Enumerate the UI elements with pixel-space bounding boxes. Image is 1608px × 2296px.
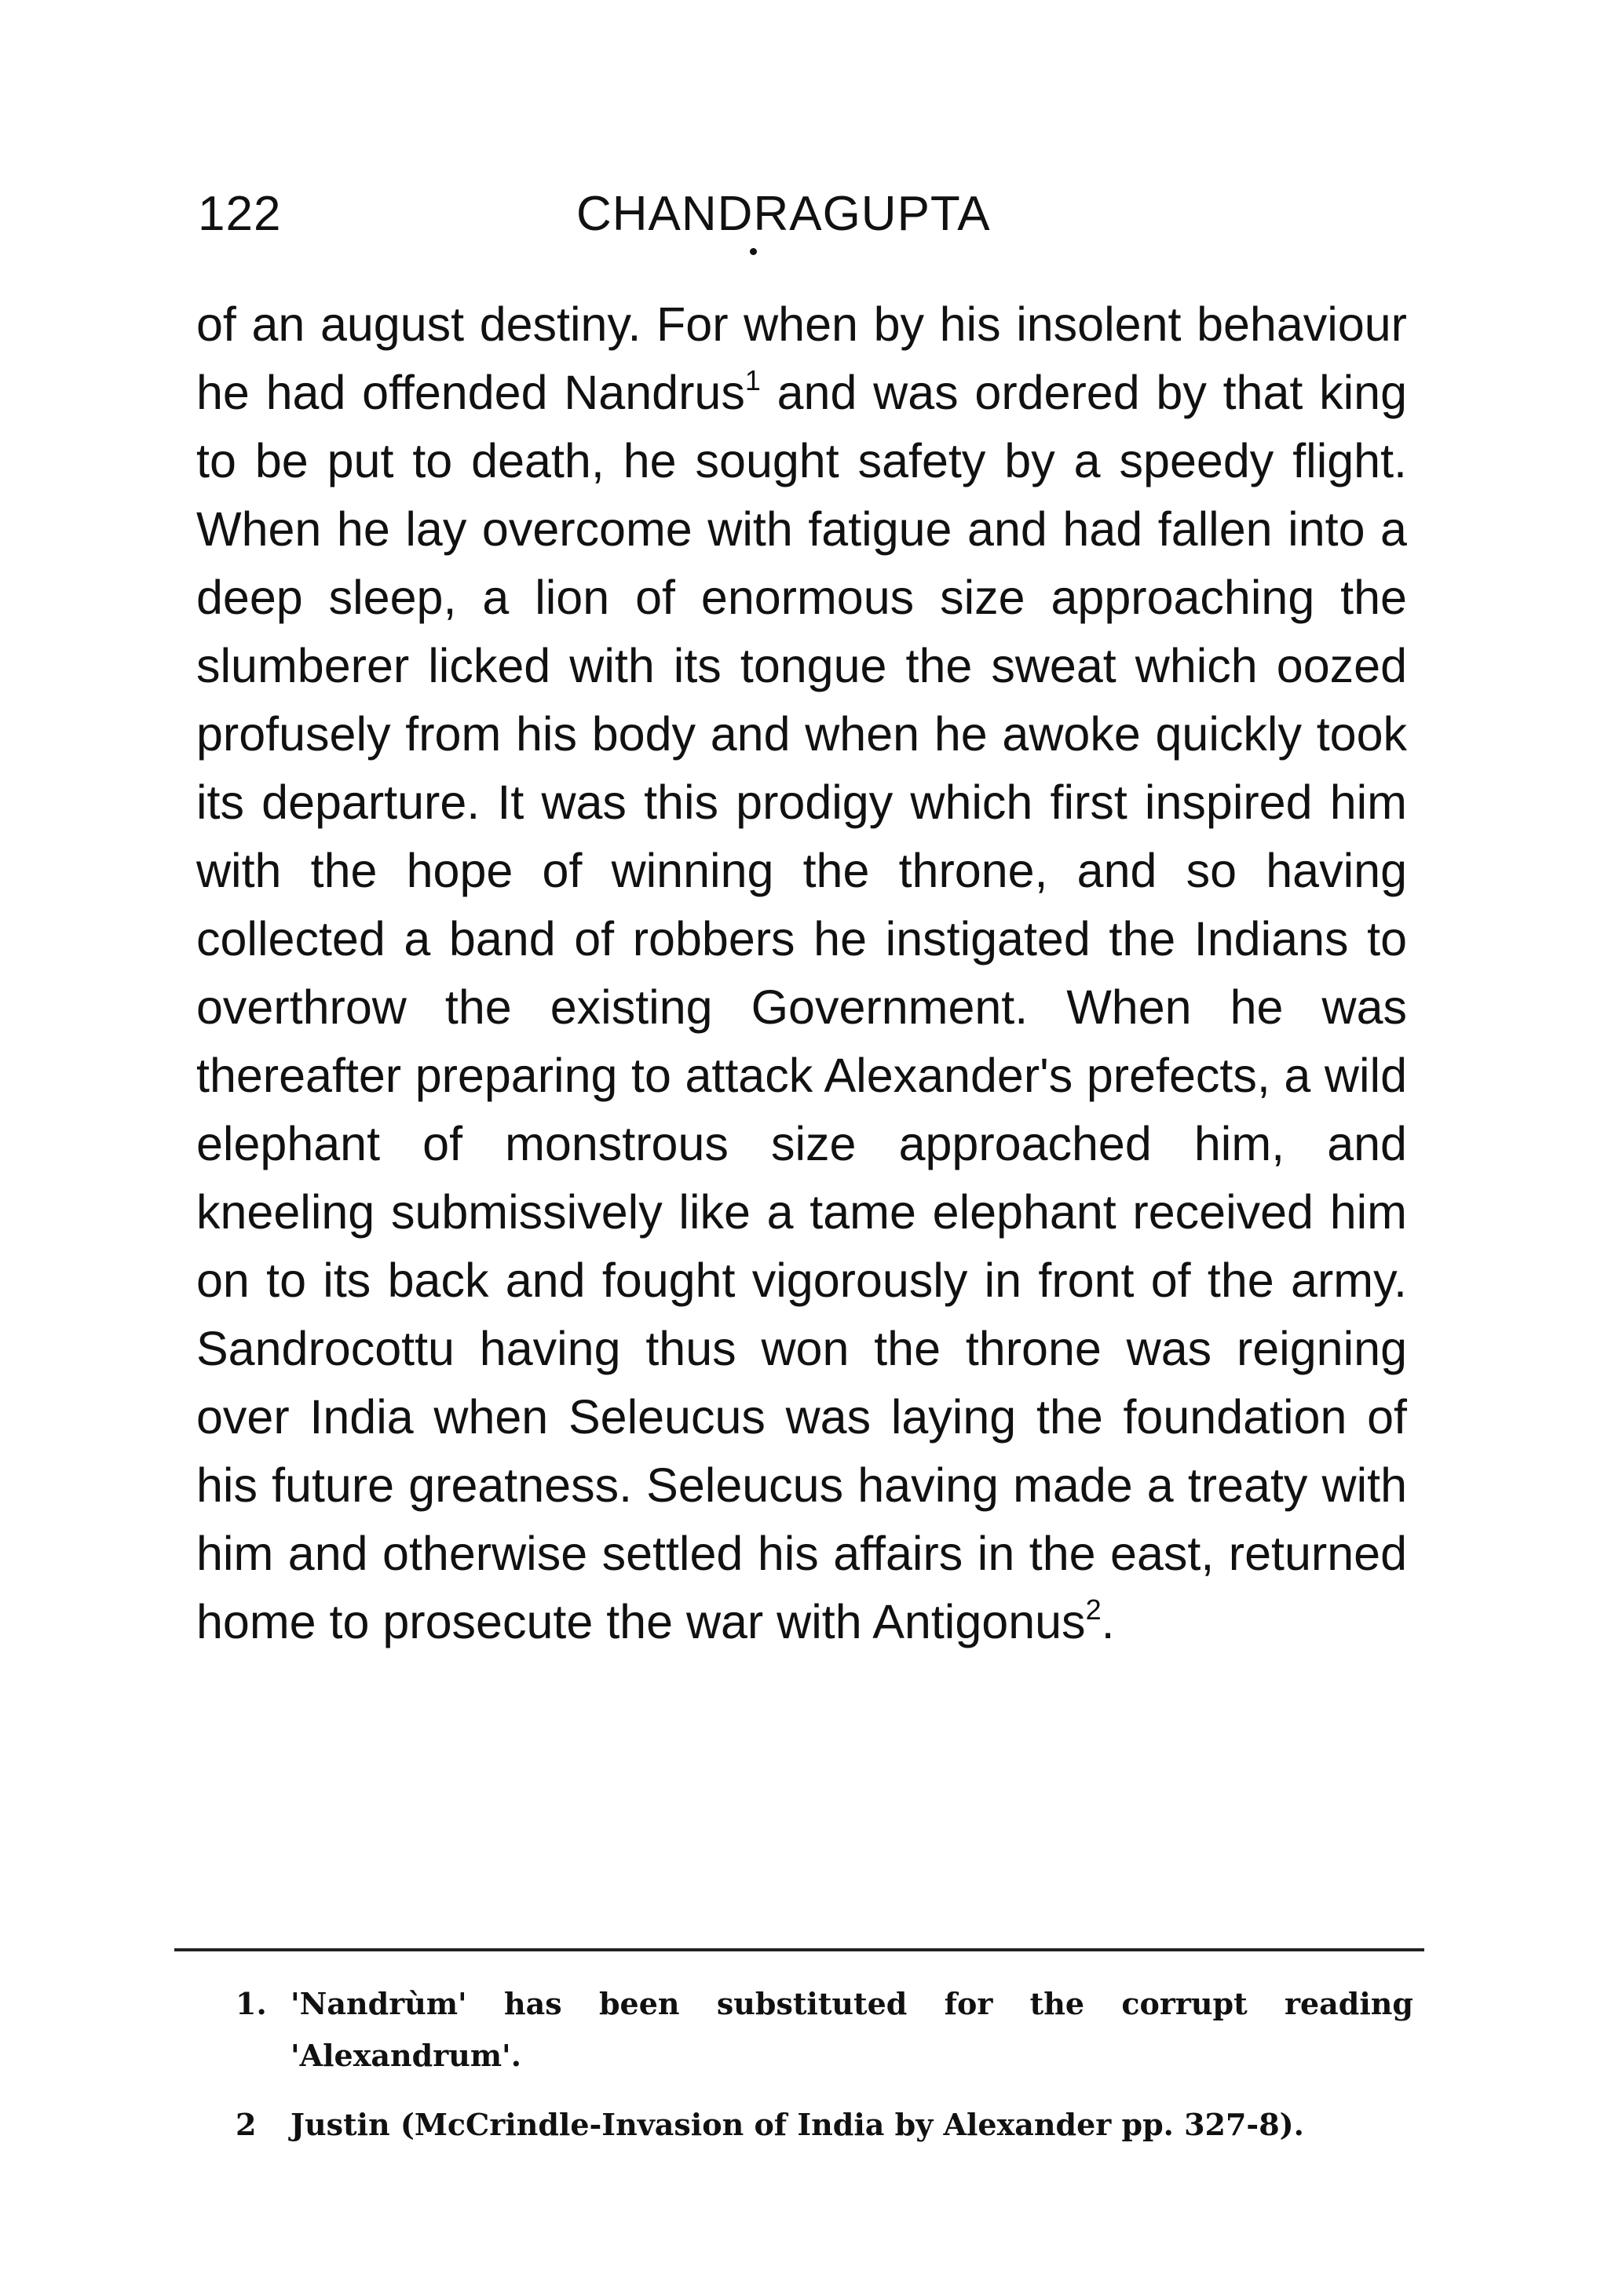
running-title: CHANDRAGUPTA [576,187,991,241]
footnote-ref-1: 1 [744,364,761,396]
footnote-2 [236,2099,1413,2151]
footnote-text: Justin (McCrindle-Invasion of India by Alexander pp. 327-8). [291,2107,1304,2142]
header-dot [750,248,757,255]
footnote-number: 1. [236,1986,267,2021]
footnote-ref-2: 2 [1085,1593,1102,1626]
footnotes [236,1978,1413,2168]
footnote-text: 'Nandrùm' has been substituted for the corrupt reading 'Alexandrum'. [291,1986,1413,2073]
body-text-segment: of an august destiny. For when by his insolent behaviour he had offended Nandrus [196,297,1407,419]
running-head [198,179,1407,250]
body-text-segment: . [1101,1595,1115,1648]
footnote-number: 2 [236,2107,257,2142]
footnote-rule [174,1948,1424,1951]
body-text-segment: and was ordered by that king to be put to death, he sought safety by a speedy flight. When he lay overcome with fatigue and had fallen into a deep sleep, a lion of enormous size approaching the slumberer licked with its tongue the sweat which oozed profusely from his body and when he awoke quickly took its departure. It was this prodigy which first inspired him with the hope of winning the throne, and so having collected a band of robbers he instigated the Indians to overthrow the existing Government. When he was thereafter preparing to attack Alexander's prefects, a wild elephant of monstrous size approached him, and kneeling submissively like a tame elephant received him on to its back and fought vigorously in front of the army. Sandrocottu having thus won the throne was reigning over India when Seleucus was laying the foundation of his future greatness. Seleucus having made a treaty with him and otherwise settled his affairs in the east, returned home to prosecute the war with Antigonus [196,366,1407,1648]
body-paragraph [196,290,1407,1656]
footnote-1 [236,1978,1413,2082]
page-number: 122 [198,187,282,241]
